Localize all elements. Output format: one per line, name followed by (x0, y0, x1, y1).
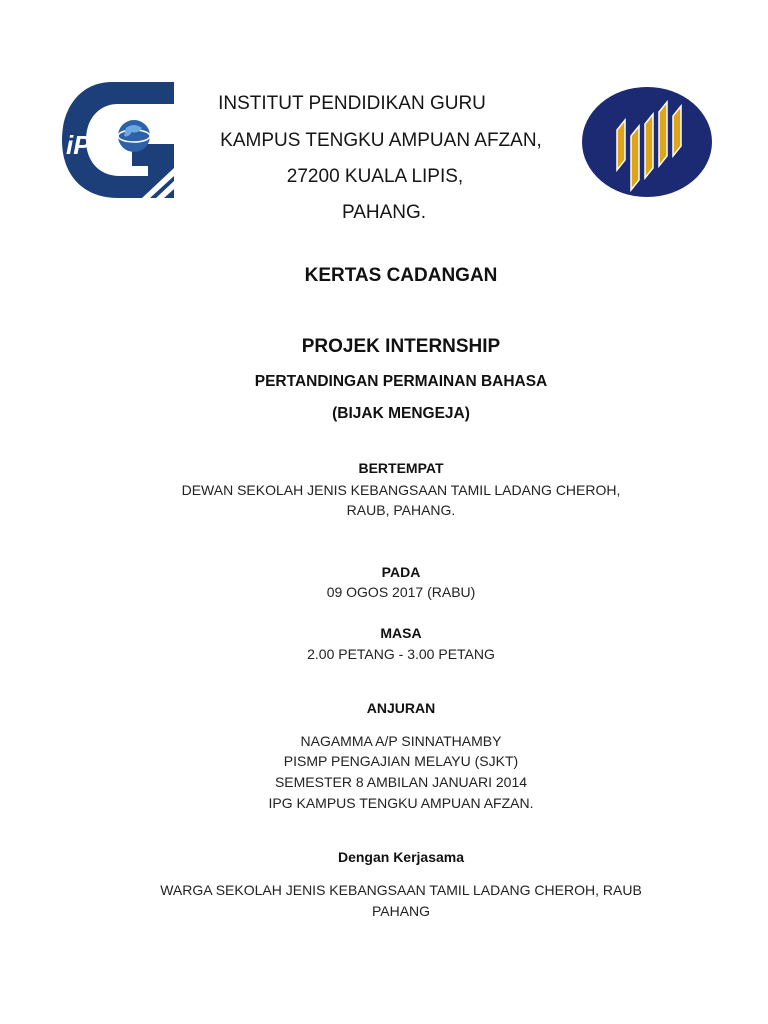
organizer-line-1: NAGAMMA A/P SINNATHAMBY (300, 733, 502, 749)
venue-line-2: RAUB, PAHANG. (346, 502, 456, 518)
project-subtitle-2: (BIJAK MENGEJA) (332, 405, 470, 422)
institution-line-2: KAMPUS TENGKU AMPUAN AFZAN, (220, 130, 542, 151)
organizer-label: ANJURAN (366, 700, 436, 716)
venue-label: BERTEMPAT (358, 460, 444, 476)
project-subtitle-1: PERTANDINGAN PERMAINAN BAHASA (254, 373, 548, 390)
organizer-line-4: IPG KAMPUS TENGKU AMPUAN AFZAN. (268, 795, 534, 811)
venue-line-1: DEWAN SEKOLAH JENIS KEBANGSAAN TAMIL LADANG CHEROH, (181, 482, 621, 498)
institution-line-3: 27200 KUALA LIPIS, (286, 166, 464, 187)
institution-line-1: INSTITUT PENDIDIKAN GURU (218, 93, 486, 114)
time-value: 2.00 PETANG - 3.00 PETANG (307, 646, 495, 662)
institution-line-4: PAHANG. (341, 202, 427, 223)
date-value: 09 OGOS 2017 (RABU) (326, 584, 476, 600)
time-label: MASA (380, 625, 422, 641)
project-title: PROJEK INTERNSHIP (301, 336, 501, 357)
collaboration-label: Dengan Kerjasama (337, 849, 465, 865)
organizer-line-2: PISMP PENGAJIAN MELAYU (SJKT) (283, 753, 519, 769)
collaboration-line-2: PAHANG (371, 903, 431, 919)
organizer-line-3: SEMESTER 8 AMBILAN JANUARI 2014 (274, 774, 528, 790)
ipg-logo-text: iPG (66, 130, 111, 160)
document-type: KERTAS CADANGAN (304, 265, 498, 286)
collaboration-line-1: WARGA SEKOLAH JENIS KEBANGSAAN TAMIL LADANG CHEROH, RAUB (160, 882, 642, 898)
date-label: PADA (381, 564, 421, 580)
